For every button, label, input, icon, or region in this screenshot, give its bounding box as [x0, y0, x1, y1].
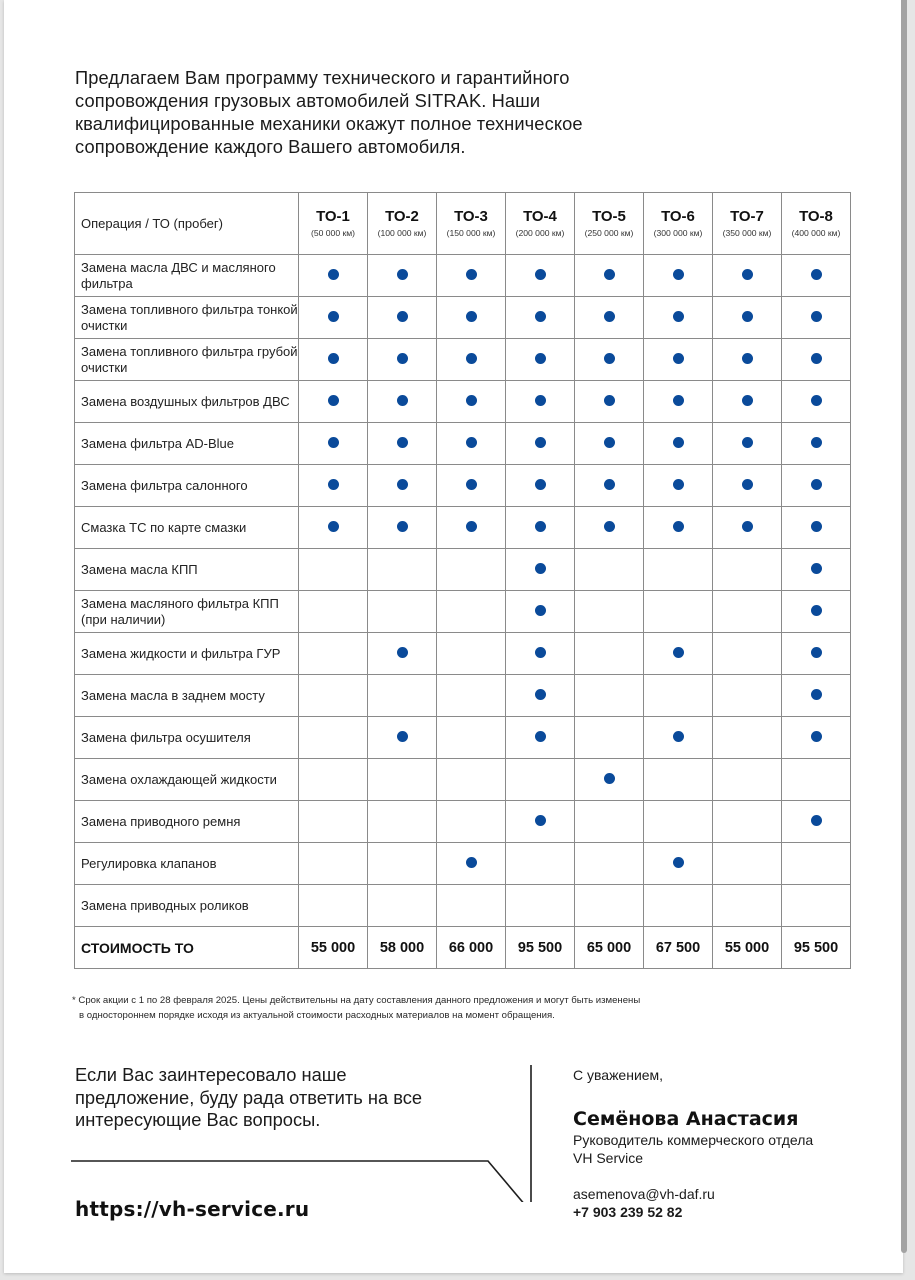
- included-dot-icon: [604, 773, 615, 784]
- cost-value: 65 000: [575, 927, 644, 969]
- intro-line: Предлагаем Вам программу технического и гарантийного: [75, 67, 570, 88]
- document-page: [4, 0, 903, 1273]
- to-column-header: [299, 193, 368, 255]
- to-label: ТО-1: [316, 208, 350, 225]
- schedule-cell: [713, 591, 782, 633]
- schedule-cell: [437, 591, 506, 633]
- schedule-cell: [644, 255, 713, 297]
- included-dot-icon: [535, 647, 546, 658]
- schedule-cell: [299, 465, 368, 507]
- included-dot-icon: [673, 395, 684, 406]
- greeting: С уважением,: [573, 1067, 664, 1083]
- included-dot-icon: [466, 521, 477, 532]
- included-dot-icon: [535, 395, 546, 406]
- to-mileage: (150 000 км): [446, 228, 496, 238]
- table-row: [75, 843, 851, 885]
- bracket-horizontal-line: [71, 1161, 531, 1202]
- schedule-cell: [368, 591, 437, 633]
- included-dot-icon: [811, 647, 822, 658]
- schedule-cell: [437, 507, 506, 549]
- to-mileage: (100 000 км): [377, 228, 427, 238]
- schedule-cell: [368, 759, 437, 801]
- operation-name: Замена жидкости и фильтра ГУР: [75, 633, 299, 675]
- schedule-cell: [782, 297, 851, 339]
- to-label: ТО-6: [661, 208, 695, 225]
- included-dot-icon: [397, 437, 408, 448]
- included-dot-icon: [535, 521, 546, 532]
- schedule-cell: [644, 549, 713, 591]
- cost-value: 55 000: [299, 927, 368, 969]
- schedule-cell: [506, 339, 575, 381]
- schedule-cell: [368, 339, 437, 381]
- included-dot-icon: [535, 311, 546, 322]
- schedule-cell: [782, 717, 851, 759]
- table-row: [75, 885, 851, 927]
- schedule-cell: [437, 801, 506, 843]
- included-dot-icon: [673, 353, 684, 364]
- schedule-cell: [299, 381, 368, 423]
- schedule-cell: [368, 843, 437, 885]
- to-label: ТО-8: [799, 208, 833, 225]
- included-dot-icon: [742, 479, 753, 490]
- included-dot-icon: [604, 479, 615, 490]
- schedule-cell: [368, 801, 437, 843]
- to-mileage: (350 000 км): [722, 228, 772, 238]
- schedule-cell: [713, 255, 782, 297]
- to-label: ТО-2: [385, 208, 419, 225]
- included-dot-icon: [535, 353, 546, 364]
- included-dot-icon: [466, 395, 477, 406]
- operation-name: Замена масла в заднем мосту: [75, 675, 299, 717]
- schedule-cell: [575, 255, 644, 297]
- schedule-cell: [299, 339, 368, 381]
- included-dot-icon: [535, 479, 546, 490]
- schedule-cell: [713, 297, 782, 339]
- schedule-cell: [437, 885, 506, 927]
- included-dot-icon: [811, 731, 822, 742]
- schedule-cell: [506, 675, 575, 717]
- operation-name: Замена воздушных фильтров ДВС: [75, 381, 299, 423]
- schedule-cell: [437, 423, 506, 465]
- schedule-cell: [782, 549, 851, 591]
- intro-line: квалифицированные механики окажут полное техническое: [75, 113, 583, 134]
- schedule-cell: [575, 843, 644, 885]
- included-dot-icon: [397, 479, 408, 490]
- included-dot-icon: [811, 815, 822, 826]
- operation-name: Замена топливного фильтра грубой очистки: [75, 339, 299, 381]
- cta-line: предложение, буду рада ответить на все: [75, 1086, 423, 1108]
- included-dot-icon: [742, 437, 753, 448]
- schedule-cell: [713, 717, 782, 759]
- operation-name: Замена фильтра осушителя: [75, 717, 299, 759]
- maintenance-schedule-table: [74, 192, 851, 969]
- schedule-cell: [644, 717, 713, 759]
- to-mileage: (50 000 км): [310, 228, 356, 238]
- included-dot-icon: [328, 269, 339, 280]
- schedule-cell: [299, 843, 368, 885]
- schedule-cell: [437, 759, 506, 801]
- schedule-cell: [713, 423, 782, 465]
- cost-value: 95 500: [782, 927, 851, 969]
- included-dot-icon: [535, 689, 546, 700]
- schedule-cell: [437, 255, 506, 297]
- schedule-cell: [506, 759, 575, 801]
- included-dot-icon: [604, 311, 615, 322]
- included-dot-icon: [604, 395, 615, 406]
- included-dot-icon: [535, 563, 546, 574]
- schedule-cell: [713, 885, 782, 927]
- schedule-cell: [506, 633, 575, 675]
- schedule-cell: [644, 465, 713, 507]
- included-dot-icon: [673, 269, 684, 280]
- schedule-cell: [506, 801, 575, 843]
- schedule-cell: [644, 381, 713, 423]
- table-row: [75, 591, 851, 633]
- cost-value: 66 000: [437, 927, 506, 969]
- schedule-cell: [575, 507, 644, 549]
- email-link[interactable]: asemenova@vh-daf.ru: [573, 1186, 715, 1202]
- schedule-cell: [575, 423, 644, 465]
- schedule-cell: [644, 297, 713, 339]
- schedule-cell: [713, 381, 782, 423]
- to-mileage: (250 000 км): [584, 228, 634, 238]
- schedule-cell: [368, 549, 437, 591]
- schedule-cell: [782, 507, 851, 549]
- cost-value: 95 500: [506, 927, 575, 969]
- schedule-cell: [437, 381, 506, 423]
- included-dot-icon: [328, 521, 339, 532]
- included-dot-icon: [535, 437, 546, 448]
- footnote: [72, 993, 772, 1023]
- included-dot-icon: [604, 521, 615, 532]
- included-dot-icon: [466, 437, 477, 448]
- schedule-cell: [644, 843, 713, 885]
- table-row: [75, 675, 851, 717]
- schedule-cell: [575, 465, 644, 507]
- to-column-header: [575, 193, 644, 255]
- schedule-cell: [782, 255, 851, 297]
- schedule-cell: [782, 423, 851, 465]
- schedule-cell: [437, 633, 506, 675]
- operation-name: Замена топливного фильтра тонкой очистки: [75, 297, 299, 339]
- operation-name: Регулировка клапанов: [75, 843, 299, 885]
- included-dot-icon: [604, 353, 615, 364]
- schedule-cell: [506, 465, 575, 507]
- included-dot-icon: [673, 647, 684, 658]
- table-row: [75, 339, 851, 381]
- included-dot-icon: [811, 479, 822, 490]
- website-link[interactable]: https://vh-service.ru: [75, 1197, 310, 1221]
- included-dot-icon: [604, 269, 615, 280]
- schedule-cell: [644, 759, 713, 801]
- operation-name: Замена охлаждающей жидкости: [75, 759, 299, 801]
- included-dot-icon: [811, 689, 822, 700]
- schedule-cell: [713, 339, 782, 381]
- included-dot-icon: [673, 857, 684, 868]
- schedule-cell: [368, 633, 437, 675]
- operation-name: Замена масла ДВС и масляного фильтра: [75, 255, 299, 297]
- operation-name: Замена приводных роликов: [75, 885, 299, 927]
- included-dot-icon: [811, 395, 822, 406]
- included-dot-icon: [397, 353, 408, 364]
- schedule-cell: [506, 381, 575, 423]
- to-label: ТО-4: [523, 208, 557, 225]
- schedule-cell: [299, 759, 368, 801]
- schedule-cell: [368, 297, 437, 339]
- included-dot-icon: [673, 731, 684, 742]
- table-row: [75, 423, 851, 465]
- schedule-cell: [299, 423, 368, 465]
- table-row: [75, 759, 851, 801]
- total-cost-label: СТОИМОСТЬ ТО: [75, 927, 299, 969]
- cost-value: 67 500: [644, 927, 713, 969]
- included-dot-icon: [535, 269, 546, 280]
- schedule-cell: [437, 465, 506, 507]
- signer-name: Семёнова Анастасия: [573, 1108, 799, 1130]
- included-dot-icon: [397, 731, 408, 742]
- schedule-cell: [782, 339, 851, 381]
- signer-position: Руководитель коммерческого отдела: [573, 1132, 814, 1148]
- schedule-cell: [782, 675, 851, 717]
- schedule-cell: [782, 801, 851, 843]
- included-dot-icon: [535, 815, 546, 826]
- cost-value: 58 000: [368, 927, 437, 969]
- to-mileage: (300 000 км): [653, 228, 703, 238]
- schedule-cell: [644, 675, 713, 717]
- schedule-cell: [644, 339, 713, 381]
- to-mileage: (400 000 км): [791, 228, 841, 238]
- included-dot-icon: [397, 521, 408, 532]
- schedule-cell: [782, 465, 851, 507]
- schedule-cell: [644, 633, 713, 675]
- total-cost-row: [75, 927, 851, 969]
- cost-value: 55 000: [713, 927, 782, 969]
- schedule-cell: [299, 591, 368, 633]
- operation-name: Замена приводного ремня: [75, 801, 299, 843]
- schedule-cell: [782, 633, 851, 675]
- included-dot-icon: [673, 437, 684, 448]
- operation-name: Замена фильтра AD-Blue: [75, 423, 299, 465]
- schedule-cell: [437, 339, 506, 381]
- included-dot-icon: [397, 269, 408, 280]
- speech-bracket-divider: [70, 1062, 540, 1202]
- schedule-cell: [713, 549, 782, 591]
- table-row: [75, 717, 851, 759]
- included-dot-icon: [397, 647, 408, 658]
- included-dot-icon: [673, 311, 684, 322]
- included-dot-icon: [811, 311, 822, 322]
- table-row: [75, 255, 851, 297]
- schedule-cell: [506, 423, 575, 465]
- footnote-line: в одностороннем порядке исходя из актуальной стоимости расходных материалов на момент обращения.: [79, 1010, 555, 1021]
- included-dot-icon: [466, 311, 477, 322]
- schedule-cell: [506, 843, 575, 885]
- schedule-cell: [368, 717, 437, 759]
- schedule-cell: [368, 465, 437, 507]
- to-column-header: [713, 193, 782, 255]
- schedule-cell: [575, 675, 644, 717]
- vertical-scrollbar[interactable]: [901, 0, 907, 1253]
- schedule-cell: [575, 297, 644, 339]
- included-dot-icon: [535, 731, 546, 742]
- table-row: [75, 507, 851, 549]
- intro-line: сопровождение каждого Вашего автомобиля.: [75, 136, 466, 157]
- schedule-cell: [782, 759, 851, 801]
- schedule-cell: [713, 843, 782, 885]
- schedule-cell: [644, 801, 713, 843]
- schedule-cell: [575, 801, 644, 843]
- schedule-cell: [368, 423, 437, 465]
- included-dot-icon: [397, 395, 408, 406]
- schedule-cell: [575, 717, 644, 759]
- company-name: VH Service: [573, 1150, 644, 1166]
- included-dot-icon: [811, 563, 822, 574]
- schedule-cell: [299, 549, 368, 591]
- schedule-cell: [644, 591, 713, 633]
- schedule-cell: [506, 591, 575, 633]
- included-dot-icon: [673, 521, 684, 532]
- to-label: ТО-5: [592, 208, 626, 225]
- schedule-cell: [368, 255, 437, 297]
- schedule-cell: [713, 759, 782, 801]
- schedule-cell: [644, 885, 713, 927]
- to-column-header: [368, 193, 437, 255]
- schedule-cell: [713, 465, 782, 507]
- to-label: ТО-7: [730, 208, 764, 225]
- schedule-cell: [713, 507, 782, 549]
- included-dot-icon: [328, 311, 339, 322]
- to-column-header: [506, 193, 575, 255]
- schedule-cell: [437, 717, 506, 759]
- included-dot-icon: [535, 605, 546, 616]
- schedule-cell: [575, 885, 644, 927]
- included-dot-icon: [397, 311, 408, 322]
- to-column-header: [782, 193, 851, 255]
- included-dot-icon: [466, 353, 477, 364]
- table-row: [75, 633, 851, 675]
- schedule-cell: [368, 507, 437, 549]
- schedule-cell: [782, 843, 851, 885]
- table-row: [75, 465, 851, 507]
- schedule-cell: [368, 675, 437, 717]
- schedule-cell: [575, 549, 644, 591]
- included-dot-icon: [328, 353, 339, 364]
- table-row: [75, 801, 851, 843]
- schedule-cell: [644, 507, 713, 549]
- included-dot-icon: [673, 479, 684, 490]
- table-body: [75, 255, 851, 969]
- intro-paragraph: [75, 66, 695, 158]
- included-dot-icon: [466, 857, 477, 868]
- schedule-cell: [506, 297, 575, 339]
- footnote-line: * Срок акции с 1 по 28 февраля 2025. Цены действительны на дату составления данного предложения и могут быть изменены: [72, 995, 641, 1006]
- schedule-cell: [713, 675, 782, 717]
- operation-column-header: Операция / ТО (пробег): [75, 193, 299, 255]
- schedule-cell: [437, 675, 506, 717]
- table-row: [75, 549, 851, 591]
- schedule-cell: [299, 801, 368, 843]
- schedule-cell: [299, 717, 368, 759]
- signature-block: [573, 1065, 873, 1221]
- schedule-cell: [713, 801, 782, 843]
- schedule-cell: [299, 255, 368, 297]
- included-dot-icon: [811, 605, 822, 616]
- operation-name: Замена масла КПП: [75, 549, 299, 591]
- schedule-cell: [299, 297, 368, 339]
- schedule-cell: [437, 549, 506, 591]
- schedule-cell: [299, 507, 368, 549]
- included-dot-icon: [811, 269, 822, 280]
- to-column-header: [644, 193, 713, 255]
- schedule-cell: [506, 507, 575, 549]
- included-dot-icon: [742, 521, 753, 532]
- schedule-cell: [782, 381, 851, 423]
- schedule-cell: [437, 297, 506, 339]
- included-dot-icon: [328, 437, 339, 448]
- included-dot-icon: [811, 353, 822, 364]
- schedule-cell: [575, 381, 644, 423]
- intro-line: сопровождения грузовых автомобилей SITRAK. Наши: [75, 90, 541, 111]
- to-column-header: [437, 193, 506, 255]
- schedule-cell: [575, 633, 644, 675]
- table-header-row: [75, 193, 851, 255]
- table-row: [75, 381, 851, 423]
- schedule-cell: [506, 549, 575, 591]
- included-dot-icon: [328, 395, 339, 406]
- included-dot-icon: [742, 311, 753, 322]
- included-dot-icon: [742, 395, 753, 406]
- included-dot-icon: [811, 437, 822, 448]
- schedule-cell: [782, 885, 851, 927]
- included-dot-icon: [466, 479, 477, 490]
- to-label: ТО-3: [454, 208, 488, 225]
- schedule-cell: [506, 255, 575, 297]
- included-dot-icon: [604, 437, 615, 448]
- schedule-cell: [437, 843, 506, 885]
- included-dot-icon: [328, 479, 339, 490]
- schedule-cell: [506, 885, 575, 927]
- included-dot-icon: [466, 269, 477, 280]
- included-dot-icon: [742, 353, 753, 364]
- included-dot-icon: [742, 269, 753, 280]
- schedule-cell: [368, 885, 437, 927]
- cta-line: интересующие Вас вопросы.: [75, 1109, 321, 1130]
- table-row: [75, 297, 851, 339]
- schedule-cell: [575, 339, 644, 381]
- schedule-cell: [713, 633, 782, 675]
- schedule-cell: [644, 423, 713, 465]
- operation-name: Замена фильтра салонного: [75, 465, 299, 507]
- schedule-cell: [368, 381, 437, 423]
- schedule-cell: [782, 591, 851, 633]
- operation-name: Замена масляного фильтра КПП (при наличии): [75, 591, 299, 633]
- to-mileage: (200 000 км): [515, 228, 565, 238]
- schedule-cell: [299, 633, 368, 675]
- schedule-cell: [506, 717, 575, 759]
- schedule-cell: [299, 675, 368, 717]
- included-dot-icon: [811, 521, 822, 532]
- cta-line: Если Вас заинтересовало наше: [75, 1064, 347, 1085]
- schedule-cell: [575, 591, 644, 633]
- schedule-cell: [575, 759, 644, 801]
- operation-name: Смазка ТС по карте смазки: [75, 507, 299, 549]
- phone-number[interactable]: +7 903 239 52 82: [573, 1204, 683, 1220]
- schedule-cell: [299, 885, 368, 927]
